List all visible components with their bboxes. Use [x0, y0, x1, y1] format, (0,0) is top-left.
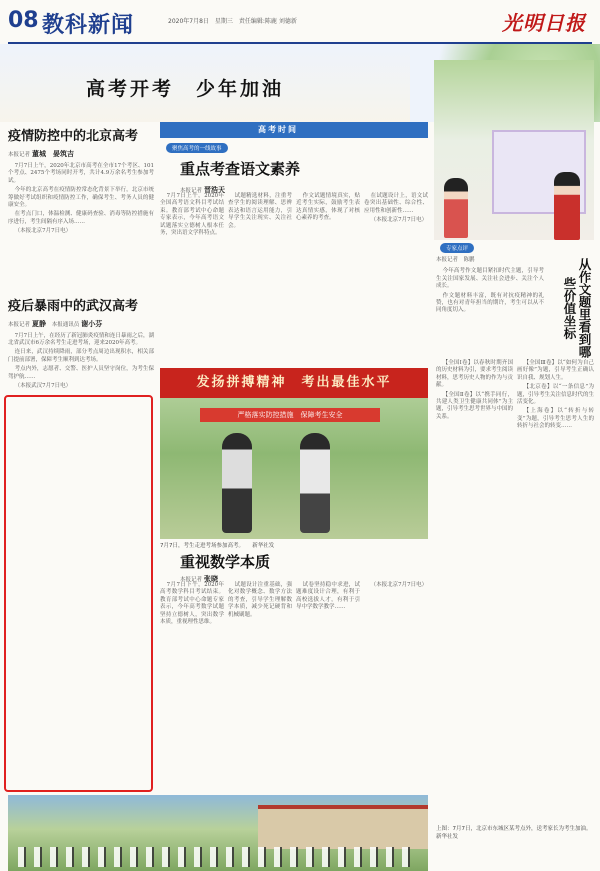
article-headline[interactable]: 重点考查语文素养 [180, 160, 301, 178]
crowd-row [18, 847, 418, 867]
student-figure [300, 433, 330, 533]
photo-sign: 严格落实防控措施 保障考生安全 [200, 408, 380, 422]
paragraph: （本报北京7月7日电） [370, 582, 428, 588]
school-building [258, 805, 428, 849]
article-headline[interactable]: 疫后暴雨中的武汉高考 [8, 298, 139, 314]
byline-prefix: 本报记者 [8, 152, 31, 158]
byline-prefix: 本报记者 [180, 577, 203, 583]
paragraph: 考点内外，志愿者、交警、医护人员坚守岗位，为考生保驾护航…… [8, 366, 154, 380]
left-column [8, 122, 154, 393]
article-byline: 本报记者 陈鹏 [436, 257, 475, 263]
article-body [160, 582, 428, 628]
person-figure [554, 172, 580, 240]
paragraph: 7月7日上午，2020年北京市高考在全市17个考区、101个考点、2475个考场同时开考，共计4.9万余名考生参加考试。 [8, 163, 154, 184]
paragraph: 7月7日上午，在经历了新冠肺炎疫情和连日暴雨之后，湖北省武汉市6万余名考生走进考场，迎来2020年高考。 [8, 332, 154, 347]
section-bar-label: 高考时间 [258, 125, 298, 134]
article-body-continued [436, 360, 594, 433]
photo-caption: 上图：7月7日，北京市东城区某考点外，送考家长为考生加油。 新华社发 [436, 826, 595, 840]
byline-prefix: 本报记者 [8, 321, 31, 328]
article-headline[interactable]: 重视数学本质 [180, 553, 271, 571]
topic-tag: 专家点评 [440, 243, 474, 253]
article-headline[interactable]: 疫情防控中的北京高考 [8, 129, 139, 144]
paragraph: 7月7日下午，2020年高考数学科目考试结束。教育部考试中心命题专家表示，今年高考数学试题坚持立德树人，突出数学本质，重视理性思维。 [160, 582, 224, 626]
article-body [8, 163, 154, 236]
article-byline [8, 149, 154, 159]
article-headline[interactable]: 从作文题里看到哪些价值坐标 [562, 258, 592, 358]
byline-prefix: 本报记者 [180, 188, 203, 194]
paragraph: （本报北京7月7日电） [370, 217, 428, 224]
paragraph: 【北京卷】以“一条信息”为题，引导考生关注信息时代的生活变化。 [517, 384, 595, 406]
article-body [160, 193, 428, 239]
section-bar [160, 122, 428, 138]
news-photo [434, 60, 594, 240]
paragraph: 【全国Ⅱ卷】以“携手同行，共建人类卫生健康共同体”为主题，引导考生思考世界与中国的关系。 [436, 391, 514, 420]
paragraph: 在考点门口，体温检测、健康码查验、消毒等防控措施有序进行，考生间隔有序入场…… [8, 211, 154, 225]
paragraph: 作文题材料丰富，既有对抗疫精神的礼赞，也有对青年担当的期许，考生可以从不同角度切入。 [436, 292, 544, 314]
newspaper-logo: 光明日报 [502, 11, 586, 35]
paragraph: （本报武汉7月7日电） [14, 383, 72, 390]
paragraph: 【上海卷】以“转折与转变”为题，引导考生思考人生的转折与社会的转变…… [517, 408, 594, 430]
selected-article-highlight [4, 395, 153, 792]
banner-title: 高考开考 少年加油 [86, 78, 285, 100]
paragraph: 7月7日上午，2020年全国高考语文科目考试结束。教育部考试中心命题专家表示，今年高考语文试题落实立德树人根本任务，突出语文学科特点。 [160, 193, 224, 237]
paragraph: （本报北京7月7日电） [14, 228, 72, 235]
page-number: 08 [8, 8, 39, 33]
paragraph: 连日来，武汉持续降雨，部分考点周边出现积水，相关部门提前部署，保障考生顺利到达考场。 [8, 349, 154, 363]
paragraph: 在试题设计上，语文试卷突出基础性、综合性、应用性和创新性…… [364, 193, 428, 214]
article-byline [8, 319, 154, 329]
reporter-name: 谢小芬 [81, 319, 103, 328]
paragraph: 作文试题情境真实，贴近考生实际，鼓励考生表达真情实感，体现了对核心素养的考查。 [296, 193, 360, 222]
photo-slogan: 发扬拼搏精神 考出最佳水平 [160, 368, 428, 398]
reporter-name: 夏静 [32, 319, 47, 328]
article-body [436, 254, 544, 317]
paragraph: 今年的北京高考在疫情防控常态化背景下举行，北京市统筹做好考试组织和疫情防控工作，确保考生、考务人员的健康安全。 [8, 187, 154, 209]
paragraph: 【全国Ⅲ卷】以“如何为自己画好像”为题，引导考生正确认识自我、规划人生。 [517, 360, 594, 381]
person-figure [444, 178, 468, 238]
reporter-name: 董城 晏筑吉 [32, 150, 75, 158]
paragraph: 试题设计注重基础，强化对数学概念、数学方法的考查，引导学生理解数学本质，减少死记硬背和机械刷题。 [228, 582, 292, 618]
byline-prefix: 本报通讯员 [51, 321, 80, 328]
student-figure [222, 433, 252, 533]
issue-meta: 2020年7月8日 星期三 责任编辑:陈鹿 刘德新 [168, 18, 297, 25]
reporter-name: 晋浩天 [204, 186, 226, 194]
paragraph: 试卷坚持稳中求进，试题难度设计合理，有利于高校选拔人才，有利于引导中学数学教学…… [296, 582, 360, 611]
article-body [8, 333, 154, 391]
news-photo [160, 368, 428, 539]
topic-tag: 聚焦高考的一线故事 [166, 143, 228, 153]
paragraph: 试题精选材料，注重考查学生的阅读理解、思辨表达和语言运用能力，引导学生关注现实、关注社会。 [228, 193, 292, 229]
photo-caption: 7月7日，考生走进考场参加高考。 新华社发 [160, 543, 275, 549]
masthead [8, 4, 592, 44]
paragraph: 今年高考作文题目紧扣时代主题，引导考生关注国家发展、关注社会进步、关注个人成长。 [436, 268, 544, 290]
reporter-name: 张晓 [204, 575, 219, 583]
news-photo-bottom [8, 795, 428, 871]
paragraph: 【全国Ⅰ卷】以春秋时期齐国的历史材料为引，要求考生阅读材料，思考历史人物的作为与贡献。 [436, 360, 514, 389]
section-title: 教科新闻 [42, 12, 135, 38]
